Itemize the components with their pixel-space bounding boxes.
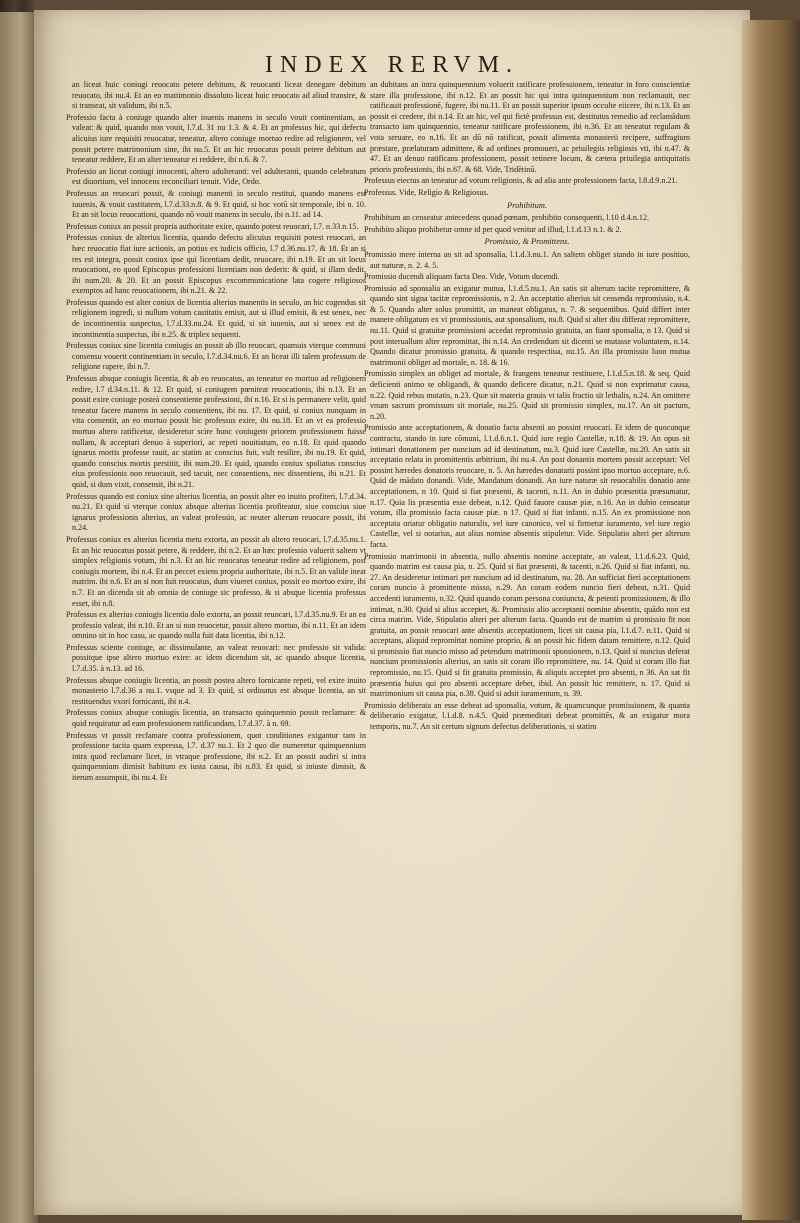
index-entry: Promissio mere interna an sit ad sponsalia, l.1.d.3.nu.1. An saltem obliget stando in iure positiuo, aut naturæ, n. 2. 4. 5. [364, 249, 690, 270]
index-entry: Professus absque coniugis licentia, an possit postea altero fornicante repeti, vel exire inuito monasterio l.7.d.36 a nu.1. vsque ad 3. Et quid, si ordinatus est absque licentia, an sit restituendus vxori fornicanti, ibi n.4. [66, 675, 366, 706]
index-entry: Professus coniux sine licentia coniugis an possit ab illo reuocari, quamuis vterque communi consensu vouerit continentiam in seculo, l.7.d.34.nu.6. Et an liceat illi talem professum de religione rapere, ibi n.7. [66, 341, 366, 372]
section-heading: Promissio, & Promittens. [484, 237, 570, 247]
index-entry: Professus coniux an possit propria authoritate exire, quando potest reuocari, l.7. n.33.n.15. [66, 221, 359, 231]
section-heading: Prohibitum. [507, 200, 547, 210]
index-entry: Professus an reuocari possit, & coniugi manenti in seculo restitui, quando manens est iuuenis, & vouit castitatem, l.7.d.33.n.8. & 9. Et quid, si hoc votū sit temporale, ibi n. 10. Et an sit locus reuocationi, quando nō vouit manens in seculo, ibi n.11. ad 14. [66, 188, 366, 220]
left-column [66, 80, 366, 785]
index-entry: Professus quando est coniux sine alterius licentia, an possit alter eo inuito profiteri, l.7.d.34. nu.21. Et quid si vterque coniux absque alterius licentia profiteatur, siue conscius siue ignarus professionis alterius, an valeat professio, ac neuter alterum reuocare possit, ibi n.24. [66, 491, 366, 533]
page-title: INDEX RERVM. [264, 52, 520, 78]
index-entry: Professus coniux ex alterius licentia metu extorta, an possit ab altero reuocari, l.7.d.35.nu.1. Et an hic reuocatus possit petere, & reddere, ibi n.2. Et an hæc professio valuerit saltem vt simplex religionis votum, ibi n.3. Et an hic reuocatus teneatur redire ad religionem, post coniugis mortem, ibi n.4. Et an peccet exiens propria authoritate, ibi n.5. Et an valide ineat matrim. ibi n.6. Et an si non fuit reuocatus, dum viueret coniux, possit eo mortuo exire, ibi n.7. Et an dicenda sit ab omnia de coniuge sic professo, & si absque licentia professus esset, ibi n.8. [66, 534, 366, 608]
index-entry: an dubitans an intra quinquennium voluerit ratificare professionem, teneatur in foro conscientiæ stare illa professione, ibi n.12. Et an possit hic qui intra quinquennium non reclamauit, nec ratificauit professionē, fugere, ibi nu.11. Et an possit superior ipsum occulte eiicere, ibi n.13. Et an possit ei credere, ibi n.14. Et an hic, vel qui fictè professus est, destitutus remedio ad reclamādum transacto iam quinquennio, teneatur ratificare professionem, ibi n.36. Et an teneatur regulam & vota seruare, eo n.16. Et an dū nō ratificat, possit alimenta monasterii recipere, suffragium præstare, prælaturam admittere, & ad ordines promoueri, ac priuilegiis religiosis vti, ibi n.47. & 47. Et an denuo ratificans professionem, possit retinere locum, & cætera priuilegia antiquitatis prioris professionis, ibi n.67. & 68. Vide, Tridētinū. [370, 80, 690, 174]
index-entry: Promissio ad sponsalia an exigatur mutua, l.1.d.5.nu.1. An satis sit alterum tacite repromittere, & quando sint signa tacitæ repromissionis, n 2. An acceptatio alterius sit censenda repromissio, n.4. & 5. Quando alter solus promittit, an maneat obligatus, n. 7. & sequentibus. Quid differt inter manere obligatum ex vi promissionis, aut sponsalium, nu.8. Quid si alter diu differat repromittere, nu.11. Quid si gratuitæ promissioni accedat repromissio gratuita, an fiant sponsalia, n 13. Quid si post interuallum alter repromittat, ibi n.14. An credendum sit dicenti se mutasse voluntatem, n.14. Quando dicatur promissio gratuita, & quando respectiua, nu.15. An illa promissio luon mutua matrimonii obliget ad mortale, n. 18. & 16. [364, 283, 690, 367]
index-entry: Promissio ducendi aliquam facta Deo. Vide, Votum ducendi. [364, 272, 560, 282]
index-entry: Prohibitum an censeatur antecedens quoad pœnam, prohibito consequenti, l.10 d.4.n.12. [364, 213, 650, 223]
index-entry: an liceat huic coniugi reuocato petere debitum, & reuocanti liceat denegare debitum reuocato, ibi nu.4. Et an eo mattimonio dissoluto liceat huic reuocato ad aliud transire, & si transeat, sit validum, ibi n.5. [72, 80, 366, 111]
index-entry: Promissio matrimonii in absentia, nullo absentis nomine acceptate, an valeat, l.1.d.6.23. Quid, quando matrim est causa pia, n. 25. Quid si fiat præsenti, & tacenti, n.26. Quid si fiat infanti, nu. 27. An desideretur intimari per nuncium ad id destinatum, nu. 28. An sufficiat fieri acceptationem coram nuncio à promittente misso, n.29. An coram eodem nuncio fieri debeat, n.31. Quid accedenti iuramento, n.32. Quid quando coram persona coniuncta, & petenti promissionem, & illo intimat, n.30. Quid si alius acceptet, &. Promissio alio acceptanti nomine absentis, quādo non est circa matrim. Vide, Stipulatio alteri per alterum facta. Quando est de matrim si promissio fit non gratuita, an possit reuocari ante absentis acceptationem, licet sit causa pia, l.1.d.7. n.11. Quid si acceptans, aliquid repromittat nomine proprio, & an possit hic fidem datam remittere, n.12. Quid si promissio fiat nuncio misso ad petendum matrimonii sponsionem, n.13. Quid si nuncius deferat nuncium promissionis alterius, an satis sit coram illo repromittere, nu. 14. Quid si coram illo fiat repromissio, nu.15. Quid si fit gratuita promissio, & aliquis acceptet pro absenti, n 36. An sat fit præsentia huius qui pro absenti acceptare debet, ibid. An possit hic remittere, n. 17. Quid si matrimonium sit causa pia, n.38. Quid si adsit iuramentum, n. 39. [364, 551, 690, 699]
right-column [364, 80, 690, 734]
index-entry: Promissio ante acceptationem, & donatio facta absenti an possint reuocari. Et idem de quocunque contractu, stando in iure cōmuni, l.1.d.6.n.1. Quid iure regio Castellæ, n.18. & 19. An opus sit intimari donationem per nuncium ad id destinatum, nu.3. Quid iure Castellæ, nu.20. An satis sit acceptatio relata in promittentis arbitrium, ibi nu.4. An post donantis mortem possit acceptari: Vel possint hæredes donatoris reuocare, n. 5. An hæredes donatarii possint ipso mortuo acceptare, n.6. Quid de mādato donandi. Vide, Mandatum donandi. An iure naturæ sit reuocabilis donatio ante acceptationem, n 10. Quid si fiat præsenti, & tacenti, n.11. An in dubio præsentia præsumatur, n.17. Quia lis præsentia esse debeat, n.12. Quid fauore causæ piæ, n.16. An in dubio censeatur votum, illa promissio facta causæ piæ. n 17. Quid si fiat infanti. n.15. An ex promissione non acceptata oriatur obligatio naturalis, vel iure canonico, vel si firmetur iuramento, vel iure regio Castellæ, vel si notarius, aut alius nomine absentis stipuletur. Vide. Stipulatio alteri per alterum facta. [364, 423, 690, 549]
index-entry: Professio facta à coniuge quando alter inuenis manens in seculo vouit continentiam, an valeat: & quid, quando non vouit, l.7.d. 31 nu 1.3. & 4. Et an professus hic, qui defectu alicuius iure requisiti reuocatur, teneatur, altero coniuge mortuo redire ad religionem, vel possit petere matrimonium sine, ibi nu.5. Et an hic reuocatus possit petere debitum aut teneatur reddere, Et an alter teneatur ei reddere, ibi n.6. & 7. [66, 112, 366, 165]
index-entry: Professus ex alterius coniugis licentia dolo extorta, an possit reuocari, l.7.d.35.nu.9. Et an ea professio valeat, ibi n.10. Et an si non reuocetur, possit altero mortuo, ibi n.11. Et an idem omnino sit in hoc casu, ac quando nulla fuit data licentia, ibi n.12. [66, 610, 366, 641]
index-entry: Prohibito aliquo prohibetur omne id per quod venitur ad illud, l.1.d.13 n.1. & 2. [364, 224, 622, 234]
index-entry: Professus coniux absque coniugis licentia, an transacto quinquennio possit reclamare: & quid requiratur ad eam professionem ratificandam, l.7.d.37. à n. 69. [66, 708, 366, 729]
index-entry: Professus eiectus an teneatur ad votum religionis, & ad alia ante professionem facta, l.8.d.9.n.21. [364, 176, 678, 186]
index-entry: Professio an liceat coniugi innocenti, altero adulteranti: vel adulteranti, quando celebratum est diuortium, vel innocens reconciliari tenuit. Vide, Ordo. [66, 166, 366, 187]
index-entry: Professus. Vide, Religio & Religiosus. [364, 187, 489, 197]
index-entry: Professus quando est alter coniux de licentia alterius manentis in seculo, an hic cogendus sit religionem ingredi, si nullum votum castitatis emisit, aut si illud emisit, & est senex, nec de incontinentia suspectus, l.7.d.33.nu.24. Et quid, si sit iuuenis, aut si senex est de incontinentia suspectus, ibi n.25. & triplex sequenti. [66, 297, 366, 339]
index-entry: Professus coniux de alterius licentia, quando defectu alicuius requisiti potest reuocari, an hæc reuocatio fiat iure actionis, an potius ex iudicis officio, l.7 d.36.nu.17. & 18. Et an si res est integra, possit coniux ipse qui licentiam dedit, reuocare, ibi n.19. Et an sit locus reuocationi, eo quod Episcopus professioni licentiam non dederit: & quid, si illam dedit, ibi num.20. & 20. Et an possit Episcopus excommunicatione lata cogere religiosos exemptos ad hanc reuocationem, ibi n.21. & 22. [66, 233, 366, 296]
index-entry: Professus vt possit reclamare contra professionem, quot conditiones exigantur tam in professione tacita quam expressa, l.7. d.37 nu.1. Et 2 quo die numeretur quinquennium intra quod reclamare licet, in vtraque professione, ibi n.2. Et an possit audiri si intra quinquennium dimisit habitum ex iusta causa, ibi n.83. Et quid, si iniuste dimisit, & iterum assumpsit, ibi nu.4. Et [66, 730, 366, 782]
index-entry: Promissio deliberata an esse debeat ad sponsalia, votum, & quamcunque promissionem, & quanta deliberatio exigatur, l.1.d.8. n.4.5. Quid præmeditati debeat promittēs, & an exigatur mora temporis, nu.7. An sit certum signum defectus deliberationis, si statim [364, 700, 690, 732]
index-entry: Promissio simplex an obliget ad mortale, & frangens teneatur restituere, l.1.d.5.n.18. & seq. Quid deficienti animo se obligandi, & quando deficere dicatur, n.21. Quid si non exprimatur causa, n.22. Quid rebus mutatis, n.23. Quæ sit materia grauis vt talis fractio sit lethalis, n.24. An omittere vnum sacrum promissum sit mortale, nu.25. Quid sit promissio simplex, nu.17. An sit pactum, n.20. [364, 369, 690, 421]
left-page-edge [0, 12, 38, 1223]
index-entry: Professus sciente coniuge, ac dissimulante, an valeat reuocari: nec professio sit valida: possitque ipse altero mortuo exire: ac idem dicendum sit, ac quando absque licentia, l.7.d.35. à n.13. ad 16. [66, 642, 366, 674]
index-entry: Professus absque coniugis licentia, & ab eo reuocatus, an teneatur eo mortuo ad religionem redire, l.7 d.34.n.11. & 12. Et quid, si coniugem pœniteat reuocationis, ibi n.13. Et an possit exire coniuge posteà consentiente professioni, ibi n.16. Et si is permanere velit, quid teneatur facere manens in seculo consentiens, ibi nu. 17. Et quid, si coniux nunquam in vita consentit, an eo mortuo possit hic professus exire, ibi nu.18. Et an vt ea professio mortuo altero ratificetur, desideretur scire hunc coniugem priorem professionem fuisse nullam, & acceptari denuo à superiori, ac repeti nouitiatum, eo n.18. Et quid quando ignarus mortis professe rauit, ac statim ac conscius fuit, vult resilire, ibi nu.19. Et quid, quando conscius mortis perstitit, ibi num.20. Et quid, quando coniux spoliatus conscius eius professionis non reuocauit, sed tacuit, nec consentiens, nec dissentiens, ibi n.21. Et quid, si dum vixit, consensit, ibi n.21. [66, 374, 366, 489]
right-page-edge [742, 20, 800, 1220]
page-header [34, 52, 750, 79]
